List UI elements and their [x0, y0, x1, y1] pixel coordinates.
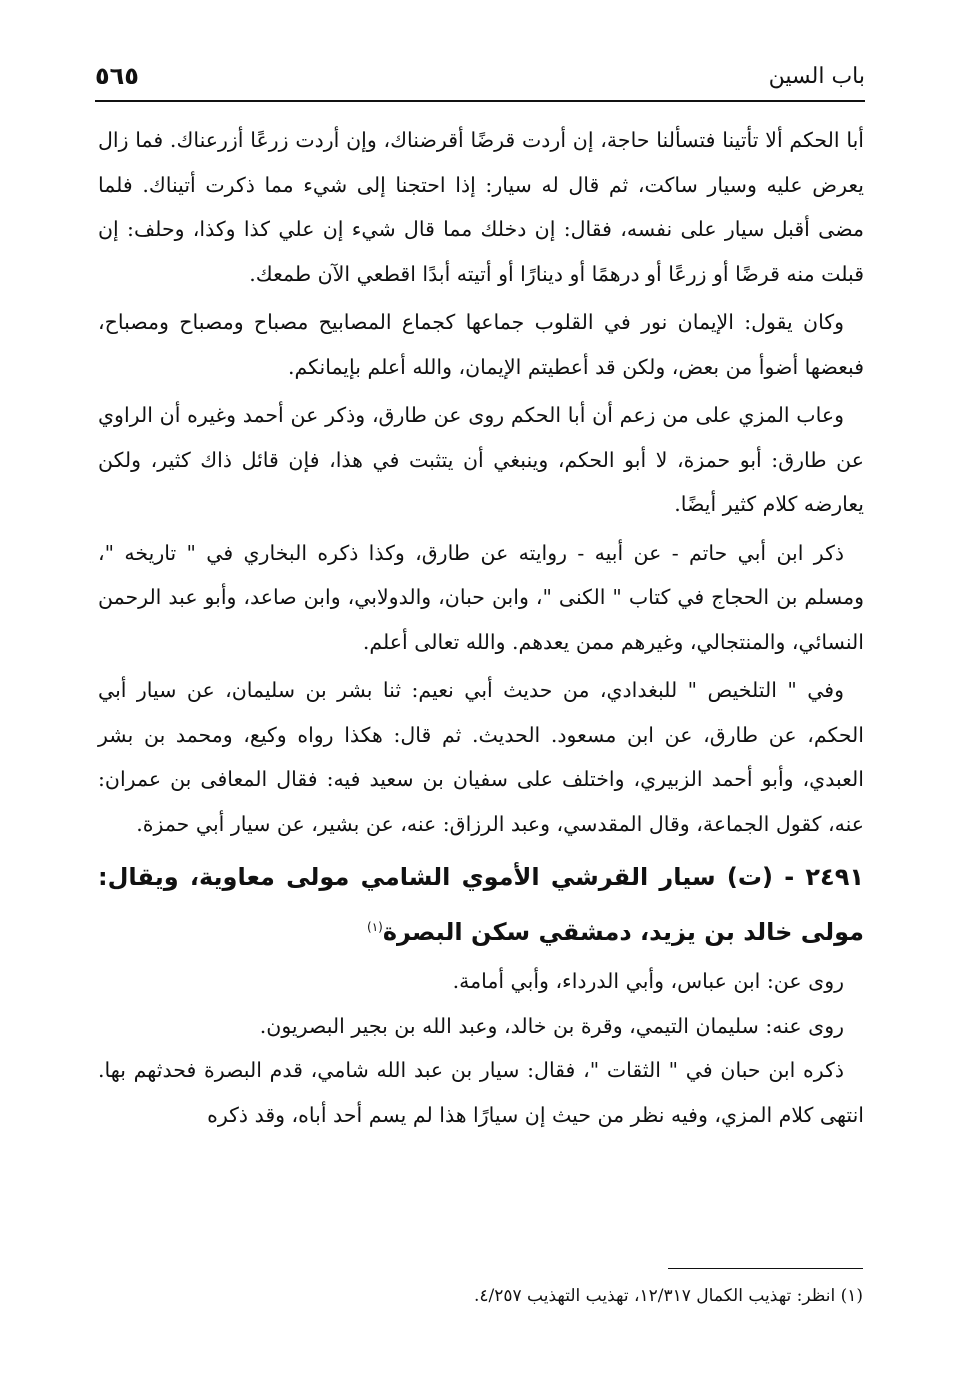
header-rule: [95, 100, 865, 102]
paragraph: ذكر ابن أبي حاتم - عن أبيه - روايته عن طارق، وكذا ذكره البخاري في " تاريخه "، ومسلم بن الحجاج في كتاب " الكنى "، وابن حبان، والدولابي، وابن صاعد، وأبو عبد الرحمن النسائي، والمنتجالي، وغيرهم ممن يعدهم. والله تعالى أعلم.: [98, 540, 864, 654]
running-header: [95, 58, 865, 100]
footnote: (١) انظر: تهذيب الكمال ١٢/٣١٧، تهذيب التهذيب ٤/٢٥٧.: [473, 1286, 863, 1306]
footnote-rule: [668, 1268, 863, 1269]
paragraph: وفي " التلخيص " للبغدادي، من حديث أبي نعيم: ثنا بشر بن سليمان، عن سيار أبي الحكم، عن طارق، عن ابن مسعود. الحديث. ثم قال: هكذا رواه وكيع، ومحمد بن بشر العبدي، وأبو أحمد الزبيري، واختلف على سفيان بن سعيد فيه: فقال المعافى بن عمران: عنه، كقول الجماعة، وقال المقدسي، وعبد الرزاق: عنه، عن بشير، عن سيار أبي حمزة.: [98, 678, 864, 836]
paragraph: وعاب المزي على من زعم أن أبا الحكم روى عن طارق، وذكر عن أحمد وغيره أن الراوي عن طارق: أبو حمزة، لا أبو الحكم، وينبغي أن يتثبت في هذا، فإن قائل ذاك كثير، ولكن يعارضه كلام كثير أيضًا.: [98, 403, 864, 516]
entry-heading: [98, 852, 864, 957]
chapter-title: باب السين: [768, 64, 865, 89]
entry-heading-text: ٢٤٩١ - (ت) سيار القرشي الأموي الشامي مولى معاوية، ويقال: مولى خالد بن يزيد، دمشقي سكن البصرة: [98, 863, 864, 946]
paragraph: روى عنه: سليمان التيمي، وقرة بن خالد، وعبد الله بن بجير البصريون.: [259, 1013, 844, 1038]
paragraph: وكان يقول: الإيمان نور في القلوب جماعها كجماع المصابيح مصباح ومصباح ومصباح، فبعضها أضوأ من بعض، ولكن قد أعطيتم الإيمان، والله أعلم بإيمانكم.: [98, 310, 864, 379]
footnote-marker: (١): [367, 920, 383, 934]
paragraph: أبا الحكم ألا تأتينا فتسألنا حاجة، إن أردت قرضًا أقرضناك، وإن أردت زرعًا أزرعناك. فما زال يعرض عليه وسيار ساكت، ثم قال له سيار: إذا احتجنا إلى شيء مما ذكرت أتيناك. فلما مضى أقبل سيار على نفسه، فقال: إن دخلك مما قال شيء إن علي كذا وكذا، وحلف: إن قبلت منه قرضًا أو زرعًا أو درهمًا أو دينارًا أو أتيته أبدًا اقطعي الآن طمعك.: [98, 128, 864, 286]
main-text: [98, 118, 864, 1137]
paragraph: روى عن: ابن عباس، وأبي الدرداء، وأبي أمامة.: [452, 969, 844, 993]
page-number: ٥٦٥: [95, 62, 139, 90]
paragraph: ذكره ابن حبان في " الثقات "، فقال: سيار بن عبد الله شامي، قدم البصرة فحدثهم بها. انتهى كلام المزي، وفيه نظر من حيث إن سيارًا هذا لم يسم أحد أباه، وقد ذكره: [98, 1058, 864, 1127]
